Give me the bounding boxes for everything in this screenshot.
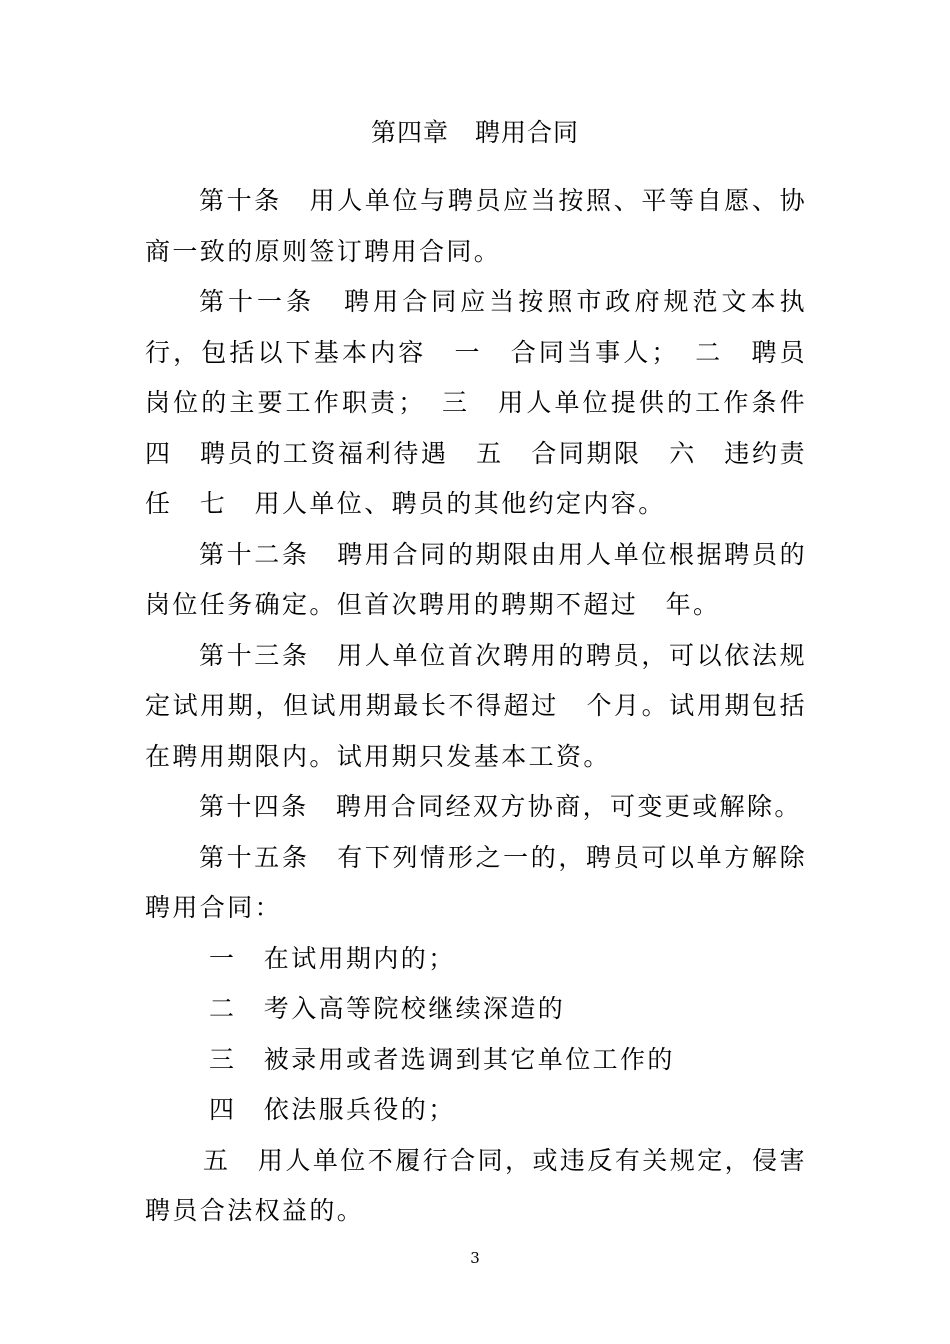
article-13: 第十三条 用人单位首次聘用的聘员，可以依法规定试用期，但试用期最长不得超过 个月。试用期包括在聘用期限内。试用期只发基本工资。 [145,640,807,771]
chapter-title: 第四章 聘用合同 [370,118,579,147]
article-14: 第十四条 聘用合同经双方协商，可变更或解除。 [199,792,802,821]
page-number: 3 [470,1249,480,1267]
article-12: 第十二条 聘用合同的期限由用人单位根据聘员的岗位任务确定。但首次聘用的聘期不超过 年。 [145,539,807,619]
termination-item-1: 一 在试用期内的； [209,943,456,973]
article-11: 第十一条 聘用合同应当按照市政府规范文本执行，包括以下基本内容 一 合同当事人； 二 聘员岗位的主要工作职责； 三 用人单位提供的工作条件 四 聘员的工资福利待遇 五 合同期限 六 违约责任 七 用人单位、聘员的其他约定内容。 [145,287,835,518]
termination-item-3: 三 被录用或者选调到其它单位工作的 [209,1044,675,1074]
article-15: 第十五条 有下列情形之一的，聘员可以单方解除聘用合同： [145,842,807,922]
termination-item-4: 四 依法服兵役的； [209,1095,456,1124]
termination-item-2: 二 考入高等院校继续深造的 [209,994,566,1023]
termination-item-5: 五 用人单位不履行合同，或违反有关规定，侵害聘员合法权益的。 [145,1145,807,1225]
article-10: 第十条 用人单位与聘员应当按照、平等自愿、协商一致的原则签订聘用合同。 [145,186,807,266]
body-text [145,176,835,1237]
